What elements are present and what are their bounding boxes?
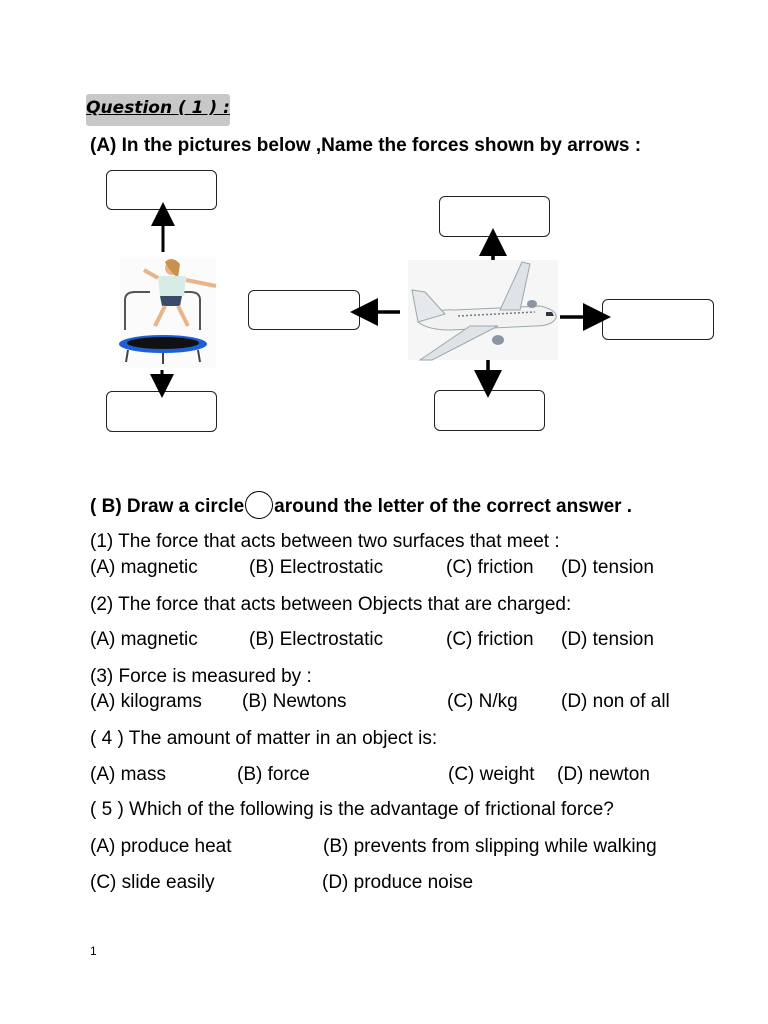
q5-option-a[interactable]: (A) produce heat xyxy=(90,836,232,857)
page-number: 1 xyxy=(90,944,97,958)
q2-option-d[interactable]: (D) tension xyxy=(561,629,654,650)
q1-option-c[interactable]: (C) friction xyxy=(446,557,534,578)
q4-option-c[interactable]: (C) weight xyxy=(448,764,535,785)
q3-option-b[interactable]: (B) Newtons xyxy=(242,691,347,712)
part-b-heading xyxy=(90,493,632,521)
force-diagram xyxy=(0,0,768,480)
airplane-illustration xyxy=(408,260,558,360)
q4-option-b[interactable]: (B) force xyxy=(237,764,310,785)
question-4-stem: ( 4 ) The amount of matter in an object is: xyxy=(90,728,438,749)
q2-option-c[interactable]: (C) friction xyxy=(446,629,534,650)
part-b-heading-before: ( B) Draw a circle xyxy=(90,496,245,518)
trampoline-illustration xyxy=(119,258,216,368)
q3-option-a[interactable]: (A) kilograms xyxy=(90,691,202,712)
q3-option-d[interactable]: (D) non of all xyxy=(561,691,670,712)
part-a-heading: (A) In the pictures below ,Name the forces shown by arrows : xyxy=(90,135,642,156)
q5-option-b[interactable]: (B) prevents from slipping while walking xyxy=(323,836,657,857)
q2-option-a[interactable]: (A) magnetic xyxy=(90,629,198,650)
question-3-stem: (3) Force is measured by : xyxy=(90,666,312,687)
q1-option-a[interactable]: (A) magnetic xyxy=(90,557,198,578)
q3-option-c[interactable]: (C) N/kg xyxy=(447,691,518,712)
question-2-stem: (2) The force that acts between Objects that are charged: xyxy=(90,594,572,615)
q1-option-b[interactable]: (B) Electrostatic xyxy=(249,557,384,578)
question-1-stem: (1) The force that acts between two surfaces that meet : xyxy=(90,531,560,552)
q4-option-a[interactable]: (A) mass xyxy=(90,764,166,785)
q5-option-d[interactable]: (D) produce noise xyxy=(322,872,474,893)
q5-option-c[interactable]: (C) slide easily xyxy=(90,872,215,893)
q1-option-d[interactable]: (D) tension xyxy=(561,557,654,578)
part-b-heading-after: around the letter of the correct answer . xyxy=(274,496,633,518)
question-title: Question ( 1 ) : xyxy=(86,94,230,126)
question-5-stem: ( 5 ) Which of the following is the advantage of frictional force? xyxy=(90,799,614,820)
q2-option-b[interactable]: (B) Electrostatic xyxy=(249,629,384,650)
q4-option-d[interactable]: (D) newton xyxy=(557,764,650,785)
circle-icon xyxy=(245,491,273,519)
